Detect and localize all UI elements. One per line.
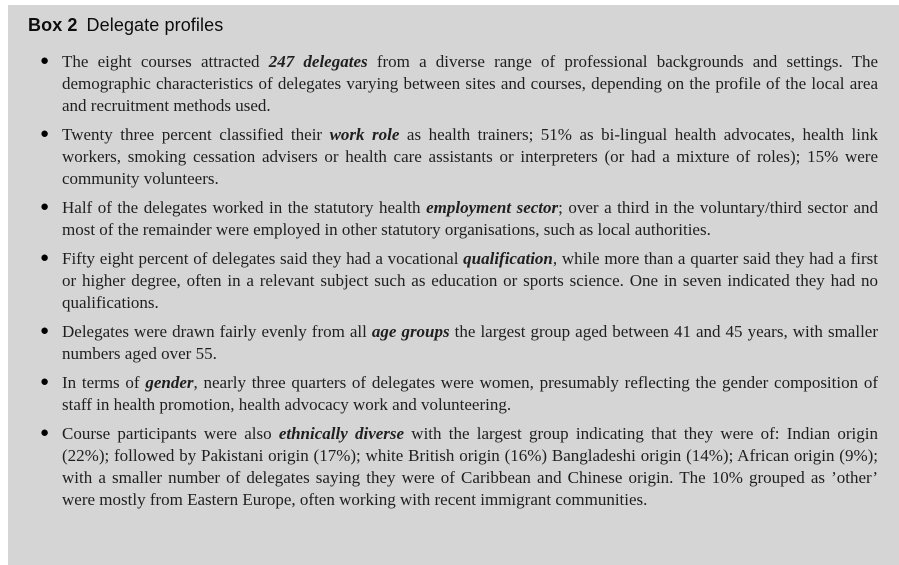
text-run: The eight courses attracted [62, 52, 269, 71]
text-run: Half of the delegates worked in the statutory health [62, 198, 427, 217]
bullet-icon: ● [40, 323, 50, 339]
emphasis-run: work role [329, 125, 400, 144]
box-heading: Delegate profiles [86, 15, 224, 35]
list-item [38, 321, 878, 365]
text-run: In terms of [62, 373, 146, 392]
bullet-icon: ● [40, 199, 50, 215]
box-label: Box 2 [28, 15, 78, 35]
bullet-icon: ● [40, 250, 50, 266]
text-run: Course participants were also [62, 424, 279, 443]
bullet-icon: ● [40, 53, 50, 69]
bullet-list [28, 51, 878, 511]
list-item [38, 248, 878, 314]
text-run: Delegates were drawn fairly evenly from all [62, 322, 372, 341]
text-run: as health trainers; 51% as bi-lingual health advocates, health link workers, smoking cessation advisers or health care assistants or interpreters (or had a mixture of roles); 15% were community volunteers. [62, 125, 879, 188]
emphasis-run: qualification [463, 249, 553, 268]
text-run: ; over a third in the voluntary/third sector and most of the remainder were employed in other statutory organisations, such as local authorities. [62, 198, 879, 239]
text-run: , nearly three quarters of delegates were women, presumably reflecting the gender composition of staff in health promotion, health advocacy work and volunteering. [62, 373, 879, 414]
list-item [38, 197, 878, 241]
text-run: Twenty three percent classified their [62, 125, 330, 144]
emphasis-run: 247 delegates [268, 52, 368, 71]
list-item [38, 372, 878, 416]
text-run: from a diverse range of professional backgrounds and settings. The demographic characteristics of delegates varying between sites and courses, depending on the profile of the local area and recruitment methods used. [62, 52, 879, 115]
emphasis-run: employment sector [426, 198, 559, 217]
bullet-icon: ● [40, 126, 50, 142]
text-run: the largest group aged between 41 and 45 years, with smaller numbers aged over 55. [62, 322, 878, 363]
emphasis-run: age groups [371, 322, 450, 341]
box-2-delegate-profiles [8, 5, 899, 565]
list-item [38, 423, 878, 511]
emphasis-run: ethnically diverse [278, 424, 405, 443]
emphasis-run: gender [145, 373, 194, 392]
box-title [28, 14, 878, 36]
bullet-icon: ● [40, 425, 50, 441]
bullet-icon: ● [40, 374, 50, 390]
text-run: , while more than a quarter said they had a first or higher degree, often in a relevant subject such as education or sports science. One in seven indicated they had no qualifications. [62, 249, 879, 312]
list-item [38, 51, 878, 117]
text-run: Fifty eight percent of delegates said they had a vocational [62, 249, 464, 268]
text-run: with the largest group indicating that they were of: Indian origin (22%); followed by Pakistani origin (17%); white British origin (16%) Bangladeshi origin (14%); African origin (9%); with a smaller number of delegates saying they were of Caribbean and Chinese origin. The 10% grouped as ’other’ were mostly from Eastern Europe, often working with recent immigrant communities. [62, 424, 878, 509]
list-item [38, 124, 878, 190]
